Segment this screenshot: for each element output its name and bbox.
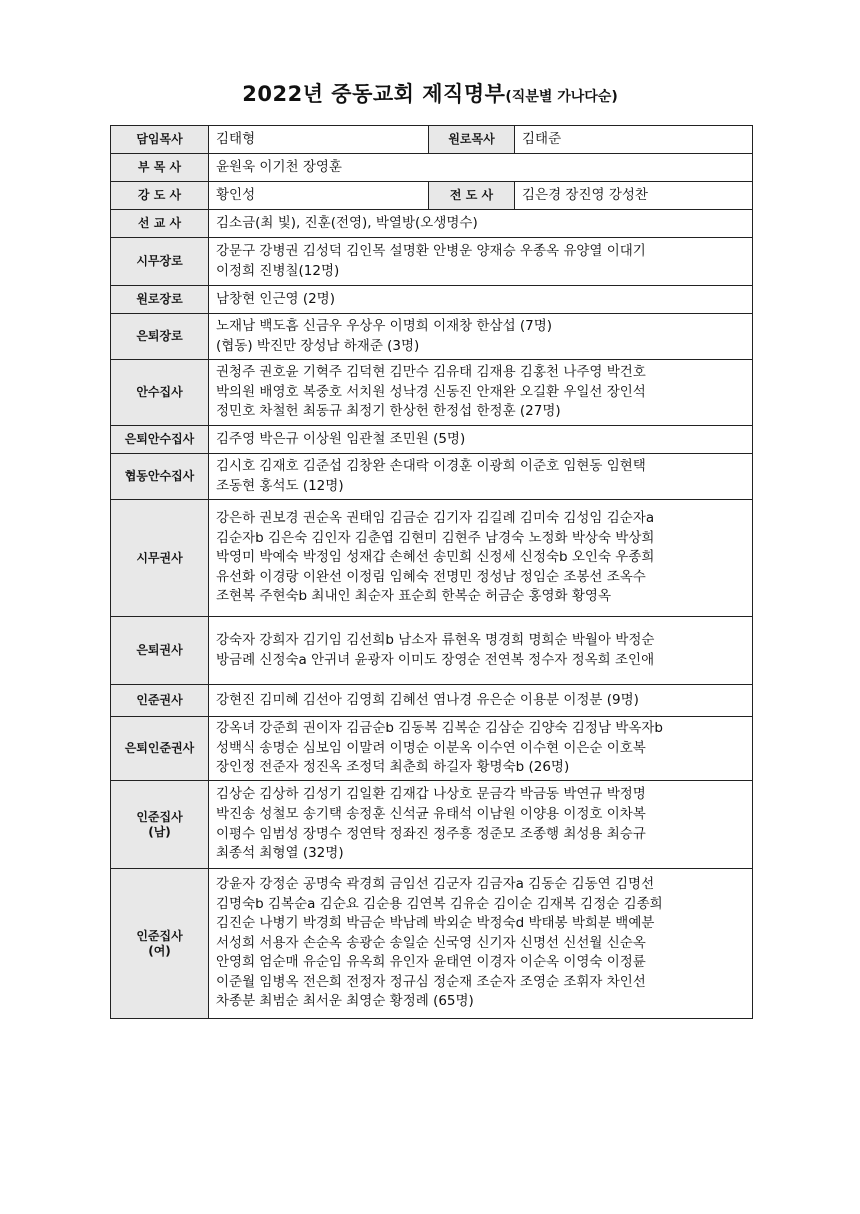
name-line: 서성희 서용자 손순옥 송광순 송일순 신국영 신기자 신명선 신선월 신순옥 bbox=[216, 934, 646, 951]
roster-row-emeritus-elders bbox=[111, 286, 753, 314]
name-line: 강윤자 강정순 공명숙 곽경희 금임선 김군자 김금자a 김동순 김동연 김명선 bbox=[216, 875, 655, 892]
roster-row-approved-deacons-female bbox=[111, 869, 753, 1019]
row-value bbox=[209, 286, 753, 314]
row-label: 은퇴안수집사 bbox=[111, 426, 209, 454]
name-line: 남창현 인근영 (2명) bbox=[216, 290, 335, 307]
row-label-secondary: 전 도 사 bbox=[429, 182, 515, 210]
row-label: 은퇴인준권사 bbox=[111, 717, 209, 781]
row-value bbox=[209, 426, 753, 454]
title-main: 2022년 중동교회 제직명부 bbox=[242, 82, 506, 106]
roster-row-preacher bbox=[111, 182, 753, 210]
row-label: 부 목 사 bbox=[111, 154, 209, 182]
name-line: 김주영 박은규 이상원 임관철 조민원 (5명) bbox=[216, 430, 466, 447]
row-value bbox=[209, 869, 753, 1019]
name-line: 김소금(최 빛), 진훈(전영), 박열방(오생명수) bbox=[216, 214, 478, 231]
name-line: 장인정 전준자 정진옥 조정덕 최춘희 하길자 황명숙b (26명) bbox=[216, 759, 570, 776]
roster-row-active-elders bbox=[111, 238, 753, 286]
roster-row-retired-approved-kwonsa bbox=[111, 717, 753, 781]
row-label: 협동안수집사 bbox=[111, 454, 209, 500]
row-value-secondary: 김은경 장진영 강성찬 bbox=[515, 182, 753, 210]
row-label: 선 교 사 bbox=[111, 210, 209, 238]
row-label-text: 인준집사 bbox=[136, 809, 183, 824]
name-line: 김진순 나병기 박경희 박금순 박남례 박외순 박정숙d 박태봉 박희분 백예분 bbox=[216, 915, 655, 932]
name-line: 이준월 임병옥 전은희 전정자 정규심 정순재 조순자 조영순 조휘자 차인선 bbox=[216, 973, 646, 990]
name-line: 정민호 차철헌 최동규 최정기 한상헌 한정섭 한정훈 (27명) bbox=[216, 403, 561, 420]
name-line: 강숙자 강희자 김기임 김선희b 남소자 류현옥 명경희 명희순 박월아 박정순 bbox=[216, 631, 655, 648]
name-line: 강은하 권보경 권순옥 권태임 김금순 김기자 김길례 김미숙 김성임 김순자a bbox=[216, 510, 655, 527]
row-value: 김태형 bbox=[209, 126, 429, 154]
row-label: 원로장로 bbox=[111, 286, 209, 314]
name-line: 윤원욱 이기천 장영훈 bbox=[216, 158, 342, 175]
name-line: 성백식 송명순 심보임 이말려 이명순 이분옥 이수연 이수현 이은순 이호복 bbox=[216, 739, 646, 756]
name-line: 강옥녀 강준희 권이자 김금순b 김동복 김복순 김삼순 김양숙 김정남 박옥자b bbox=[216, 720, 663, 737]
page-title bbox=[0, 78, 860, 108]
roster-row-cooperative-ordained-deacons bbox=[111, 454, 753, 500]
name-line: 강현진 김미혜 김선아 김영희 김혜선 염나경 유은순 이용분 이정분 (9명) bbox=[216, 691, 639, 708]
row-label: 시무장로 bbox=[111, 238, 209, 286]
row-label: 시무권사 bbox=[111, 500, 209, 617]
row-label-sub: (여) bbox=[148, 943, 171, 958]
row-value bbox=[209, 238, 753, 286]
row-label: 강 도 사 bbox=[111, 182, 209, 210]
row-label: 은퇴권사 bbox=[111, 617, 209, 685]
row-value bbox=[209, 781, 753, 869]
row-value-text: 황인성 bbox=[216, 186, 256, 203]
roster-row-approved-kwonsa bbox=[111, 685, 753, 717]
name-line: 김명숙b 김복순a 김순요 김순용 김연복 김유순 김이순 김재복 김정순 김종희 bbox=[216, 895, 663, 912]
row-value bbox=[209, 154, 753, 182]
row-label-sub: (남) bbox=[148, 824, 171, 839]
roster-row-ordained-deacons bbox=[111, 360, 753, 426]
row-label-text: 인준집사 bbox=[136, 928, 183, 943]
row-value bbox=[209, 360, 753, 426]
name-line: 노재남 백도흠 신금우 우상우 이명희 이재창 한삼섭 (7명) bbox=[216, 317, 553, 334]
row-label-secondary: 원로목사 bbox=[429, 126, 515, 154]
row-value bbox=[209, 717, 753, 781]
roster-row-retired-elders bbox=[111, 314, 753, 360]
name-line: 박의원 배영호 복중호 서치원 성낙경 신동진 안재완 오길환 우일선 장인석 bbox=[216, 383, 646, 400]
roster-row-associate-pastor bbox=[111, 154, 753, 182]
name-line: 박영미 박예숙 박정임 성재갑 손혜선 송민희 신정세 신정숙b 오인숙 우종희 bbox=[216, 549, 655, 566]
row-value bbox=[209, 500, 753, 617]
row-label bbox=[111, 781, 209, 869]
row-label: 은퇴장로 bbox=[111, 314, 209, 360]
row-label: 인준권사 bbox=[111, 685, 209, 717]
roster-row-senior-pastor bbox=[111, 126, 753, 154]
name-line: 조동현 홍석도 (12명) bbox=[216, 477, 344, 494]
row-value bbox=[209, 454, 753, 500]
name-line: 차종분 최범순 최서운 최영순 황정례 (65명) bbox=[216, 993, 474, 1010]
roster-row-retired-ordained-deacons bbox=[111, 426, 753, 454]
name-line: 박진송 성철모 송기택 송정훈 신석균 유태석 이남원 이양용 이정호 이차복 bbox=[216, 805, 646, 822]
roster-row-retired-kwonsa bbox=[111, 617, 753, 685]
roster-row-active-kwonsa bbox=[111, 500, 753, 617]
title-subtitle: (직분별 가나다순) bbox=[505, 89, 618, 105]
row-label: 안수집사 bbox=[111, 360, 209, 426]
roster-row-missionary bbox=[111, 210, 753, 238]
roster-row-approved-deacons-male bbox=[111, 781, 753, 869]
name-line: 안영희 엄순매 유순임 유옥희 유인자 윤태연 이경자 이순옥 이영숙 이정륜 bbox=[216, 954, 646, 971]
row-value bbox=[209, 314, 753, 360]
name-line: 이정희 진병칠(12명) bbox=[216, 262, 340, 279]
name-line: 김순자b 김은숙 김인자 김춘엽 김현미 김현주 남경숙 노정화 박상숙 박상희 bbox=[216, 529, 655, 546]
roster-table bbox=[110, 125, 753, 1019]
name-line: 이평수 임범성 장명수 정연탁 정좌진 정주흥 정준모 조종행 최성용 최승규 bbox=[216, 825, 646, 842]
name-line: (협동) 박진만 장성남 하재준 (3명) bbox=[216, 337, 420, 354]
name-line: 김상순 김상하 김성기 김일환 김재갑 나상호 문금각 박금동 박연규 박정명 bbox=[216, 786, 646, 803]
row-value bbox=[209, 685, 753, 717]
name-line: 권청주 권호윤 기혁주 김덕현 김만수 김유태 김재용 김홍천 나주영 박건호 bbox=[216, 364, 646, 381]
row-label: 담임목사 bbox=[111, 126, 209, 154]
row-value bbox=[209, 210, 753, 238]
row-label bbox=[111, 869, 209, 1019]
name-line: 강문구 강병권 김성덕 김인목 설명환 안병운 양재승 우종옥 유양열 이대기 bbox=[216, 242, 646, 259]
name-line: 김시호 김재호 김준섭 김창완 손대락 이경훈 이광희 이준호 임현동 임현택 bbox=[216, 457, 646, 474]
name-line: 방금례 신정숙a 안귀녀 윤광자 이미도 장영순 전연복 정수자 정옥희 조인애 bbox=[216, 651, 655, 668]
row-value-secondary: 김태준 bbox=[515, 126, 753, 154]
name-line: 유선화 이경랑 이완선 이정림 임혜숙 전명민 정성남 정임순 조봉선 조옥수 bbox=[216, 568, 646, 585]
name-line: 최종석 최형열 (32명) bbox=[216, 845, 344, 862]
name-line: 조현복 주현숙b 최내인 최순자 표순희 한복순 허금순 홍영화 황영옥 bbox=[216, 588, 612, 605]
row-value bbox=[209, 617, 753, 685]
row-value bbox=[209, 182, 429, 210]
